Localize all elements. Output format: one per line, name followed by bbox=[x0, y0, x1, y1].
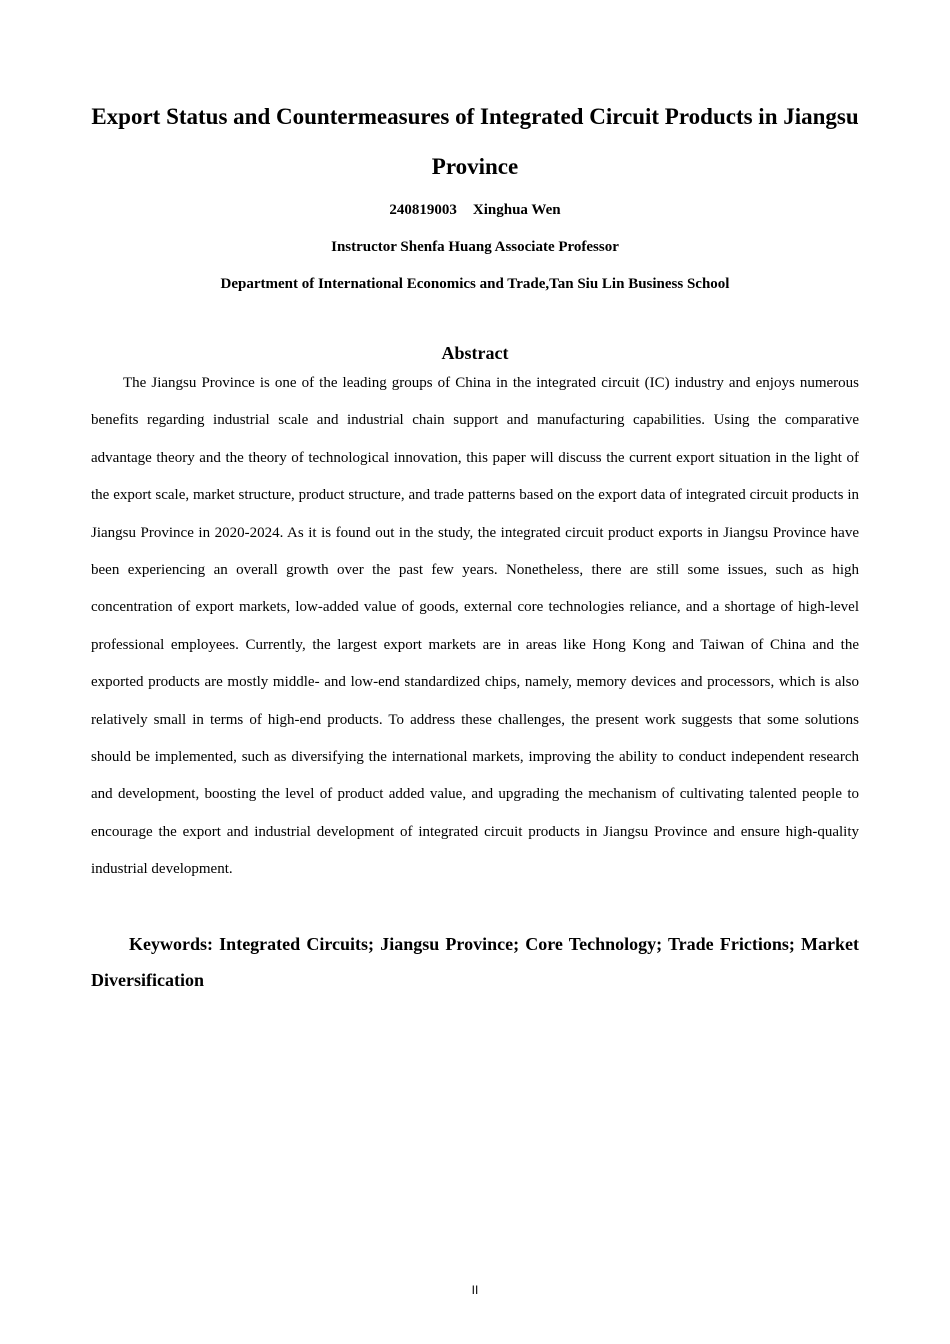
abstract-heading: Abstract bbox=[441, 343, 509, 363]
keywords: Keywords: Integrated Circuits; Jiangsu Province; Core Technology; Trade Frictions; Market Diversification bbox=[91, 934, 859, 990]
instructor-line: Instructor Shenfa Huang Associate Professor bbox=[331, 239, 619, 255]
department-line: Department of International Economics and Trade,Tan Siu Lin Business School bbox=[220, 276, 730, 292]
author-name: Xinghua Wen bbox=[472, 202, 561, 218]
paper-title: Export Status and Countermeasures of Integrated Circuit Products in Jiangsu Province bbox=[91, 104, 859, 179]
author-line bbox=[90, 200, 860, 220]
page-number: II bbox=[471, 1283, 479, 1297]
student-id: 240819003 bbox=[389, 202, 457, 218]
abstract-body: The Jiangsu Province is one of the leading groups of China in the integrated circuit (IC) industry and enjoys numerous benefits regarding industrial scale and industrial chain support and manufacturing capabilities. Using the comparative advantage theory and the theory of technological innovation, this paper will discuss the current export situation in the light of the export scale, market structure, product structure, and trade patterns based on the export data of integrated circuit products in Jiangsu Province in 2020-2024. As it is found out in the study, the integrated circuit product exports in Jiangsu Province have been experiencing an overall growth over the past few years. Nonetheless, there are still some issues, such as high concentration of export markets, low-added value of goods, external core technologies reliance, and a shortage of high-level professional employees. Currently, the largest export markets are in areas like Hong Kong and Taiwan of China and the exported products are mostly middle- and low-end standardized chips, namely, memory devices and processors, which is also relatively small in terms of high-end products. To address these challenges, the present work suggests that some solutions should be implemented, such as diversifying the international markets, improving the ability to conduct independent research and development, boosting the level of product added value, and upgrading the mechanism of cultivating talented people to encourage the export and industrial development of integrated circuit products in Jiangsu Province and ensure high-quality industrial development. bbox=[91, 375, 859, 878]
